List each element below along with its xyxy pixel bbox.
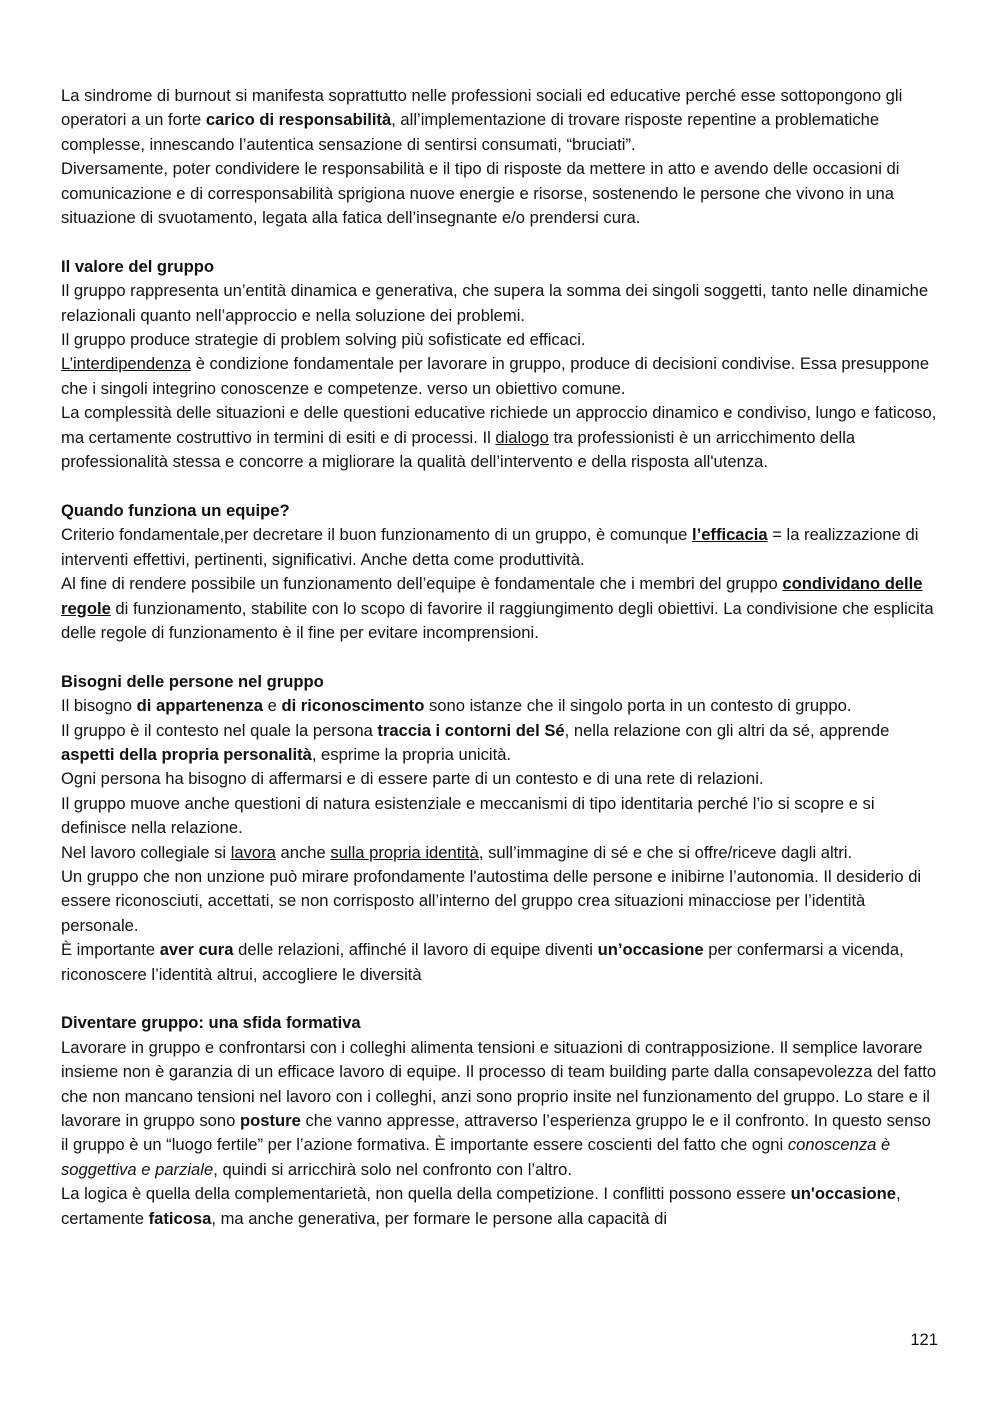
text: La complessità delle situazioni e delle questioni educative richiede un approccio dinamico e condiviso, lungo e faticoso, ma certamente costruttivo in termini di esiti e di processi. Il [61,403,937,447]
document-page [61,84,941,1231]
bold-text: un’occasione [597,940,704,960]
bold-text: di riconoscimento [281,696,425,716]
text: , all’implementazione di trovare risposte repentine a problematiche complesse, innescando l’autentica sensazione di sentirsi consumati, “bruciati”. [61,110,880,154]
paragraph [61,1182,941,1231]
bold-text: aspetti della propria personalità [61,744,312,764]
paragraph [61,352,941,401]
page-number: 121 [910,1330,938,1349]
paragraph [61,719,941,768]
text: per confermarsi a vicenda, riconoscere l’identità altrui, accogliere le diversità [61,940,904,984]
underlined-text: L’interdipendenza [61,354,192,374]
bold-text: aver cura [159,940,234,960]
text: di funzionamento, stabilite con lo scopo di favorire il raggiungimento degli obiettivi. La condivisione che esplicita delle regole di funzionamento è il fine per evitare incomprensioni. [61,598,934,642]
bold-text: di appartenenza [136,696,263,716]
text: Criterio fondamentale,per decretare il buon funzionamento di un gruppo, è comunque [61,525,692,545]
underlined-text: sulla propria identità [330,842,479,862]
bold-text: posture [239,1111,301,1130]
text: , ma anche generativa, per formare le persone alla capacità di [211,1208,668,1228]
paragraph [61,694,941,718]
bold-text: faticosa [148,1208,212,1228]
paragraph [61,1036,941,1182]
underlined-text: lavora [230,842,276,862]
paragraph: Il gruppo muove anche questioni di natura esistenziale e meccanismi di tipo identitaria perché l’io si scopre e si definisce nella relazione. [61,793,875,838]
paragraph: Il gruppo rappresenta un’entità dinamica e generativa, che supera la somma dei singoli soggetti, tanto nelle dinamiche relazionali quanto nell’approccio e nella soluzione dei problemi. [61,281,929,325]
text: tra professionisti è un arricchimento della professionalità stessa e concorre a migliorare la qualità dell’intervento e della risposta all'utenza. [61,427,856,472]
bold-text: traccia i contorni del Sé [377,720,565,740]
italic-text: conoscenza è soggettiva e parziale [61,1135,891,1179]
text: , esprime la propria unicità. [311,744,512,764]
intro-paragraph-2: Diversamente, poter condividere le responsabilità e il tipo di risposte da mettere in atto e avendo delle occasioni di comunicazione e di corresponsabilità sprigiona nuove energie e risorse, sostenendo le persone che vivono in una situazione di svuotamento, legata alla fatica dell’insegnante e/o prendersi cura. [61,159,900,228]
section-title-bisogni: Bisogni delle persone nel gruppo [61,671,324,691]
text: , quindi si arricchirà solo nel confronto con l’altro. [213,1159,573,1179]
text: Lavorare in gruppo e confrontarsi con i colleghi alimenta tensioni e situazioni di contrapposizione. Il semplice lavorare insieme non è garanzia di un efficace lavoro di equipe. Il processo di team building parte dalla consapevolezza del fatto che non mancano tensioni nel lavoro con i colleghi, anzi sono proprio insite nel funzionamento del gruppo. Lo stare e il lavorare in gruppo sono [61,1037,937,1130]
intro-paragraph [61,84,941,157]
section-title-equipe: Quando funziona un equipe? [61,500,290,520]
section-title-valore-gruppo: Il valore del gruppo [61,256,215,276]
paragraph [61,523,941,572]
paragraph: Il gruppo produce strategie di problem solving più sofisticate ed efficaci. [61,330,586,350]
text: che vanno appresse, attraverso l’esperienza gruppo le e il confronto. In questo senso il gruppo è un “luogo fertile” per l’azione formativa. È importante essere coscienti del fatto che ogni [61,1111,931,1155]
text: , nella relazione con gli altri da sé, apprende [564,720,890,740]
paragraph [61,401,941,474]
text: e [262,696,282,716]
text: Al fine di rendere possibile un funzionamento dell’equipe è fondamentale che i membri del gruppo [61,574,783,594]
paragraph [61,572,941,645]
text: , sull’immagine di sé e che si offre/riceve dagli altri. [478,842,853,862]
text: , certamente [61,1184,901,1228]
underlined-text: dialogo [495,427,549,447]
text: = la realizzazione di interventi effettivi, pertinenti, significativi. Anche detta come produttività. [61,525,919,569]
text: La logica è quella della complementarietà, non quella della competizione. I conflitti possono essere [61,1184,791,1204]
text: Il gruppo è il contesto nel quale la persona [61,720,378,740]
bold-text: carico di responsabilità [205,110,392,130]
bold-underlined-text: condividano delle regole [61,574,923,618]
paragraph [61,938,941,987]
text: sono istanze che il singolo porta in un contesto di gruppo. [424,696,852,716]
text: è condizione fondamentale per lavorare in gruppo, produce di decisioni condivise. Essa presuppone che i singoli integrino conoscenze e competenze. verso un obiettivo comune. [61,354,930,398]
bold-text: un'occasione [790,1184,897,1204]
text: È importante [61,940,160,960]
paragraph: Un gruppo che non unzione può mirare profondamente l'autostima delle persone e inibirne l’autonomia. Il desiderio di essere riconosciuti, accettati, se non corrisposto all’interno del gruppo crea situazioni minacciose per l’identità personale. [61,866,922,935]
text: La sindrome di burnout si manifesta soprattutto nelle professioni sociali ed educative perché esse sottopongono gli operatori a un forte [61,86,903,130]
paragraph: Ogni persona ha bisogno di affermarsi e di essere parte di un contesto e di una rete di relazioni. [61,769,764,789]
paragraph [61,841,941,865]
text: Il bisogno [61,696,137,716]
text: delle relazioni, affinché il lavoro di equipe diventi [233,940,598,960]
text: Nel lavoro collegiale si [61,842,231,862]
section-title-sfida-formativa: Diventare gruppo: una sfida formativa [61,1013,361,1033]
text: anche [275,842,331,862]
bold-underlined-text: l’efficacia [691,525,768,545]
